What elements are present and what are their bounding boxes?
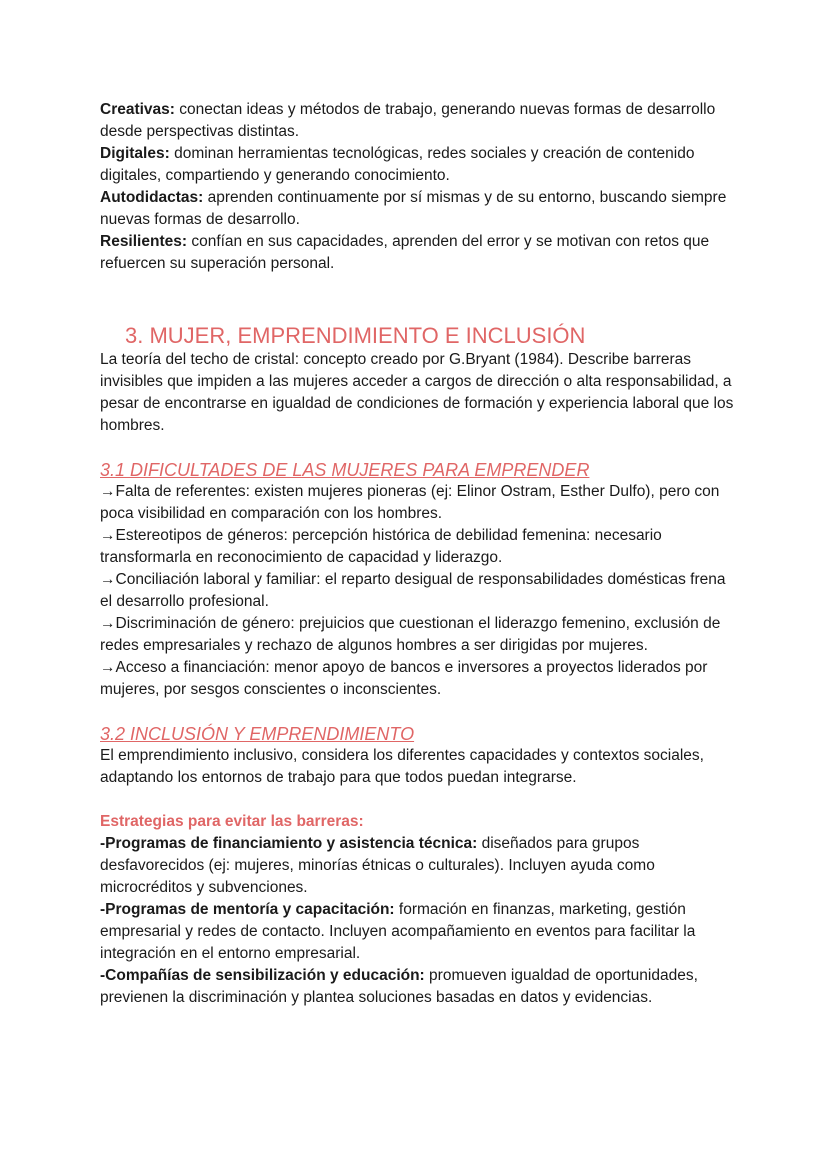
definition: diseñados para grupos desfavorecidos (ej: mujeres, minorías étnicas o culturales). Incluyen ayuda como microcréditos y subvenciones. [100,835,655,896]
definition: promueven igualdad de oportunidades, previenen la discriminación y plantea soluciones basadas en datos y evidencias. [100,967,698,1006]
definition: aprenden continuamente por sí mismas y de su entorno, buscando siempre nuevas formas de desarrollo. [100,189,727,228]
difficulty-item: →Estereotipos de géneros: percepción histórica de debilidad femenina: necesario transformarla en reconocimiento de capacidad y liderazgo. [100,527,662,566]
difficulty-item: →Falta de referentes: existen mujeres pioneras (ej: Elinor Ostram, Esther Dulfo), pero con poca visibilidad en comparación con los hombres. [100,483,720,522]
term: -Programas de financiamiento y asistencia técnica: [100,835,478,852]
definition: confían en sus capacidades, aprenden del error y se motivan con retos que refuercen su superación personal. [100,233,710,272]
term: -Compañías de sensibilización y educación: [100,967,425,984]
strategies-title: Estrategias para evitar las barreras: [100,813,364,830]
strategy-item [100,833,740,899]
definition: conectan ideas y métodos de trabajo, generando nuevas formas de desarrollo desde perspectivas distintas. [100,101,716,140]
definition: formación en finanzas, marketing, gestión empresarial y redes de contacto. Incluyen acompañamiento en eventos para facilitar la integración en el entorno empresarial. [100,901,696,962]
term: Resilientes: [100,233,188,250]
section-3-title: 3. MUJER, EMPRENDIMIENTO E INCLUSIÓN [125,323,586,348]
term: -Programas de mentoría y capacitación: [100,901,395,918]
intro-item-creativas [100,99,740,143]
section-3-2-text: El emprendimiento inclusivo, considera los diferentes capacidades y contextos sociales, adaptando los entornos de trabajo para que todos puedan integrarse. [100,747,704,786]
section-3-intro: La teoría del techo de cristal: concepto creado por G.Bryant (1984). Describe barreras invisibles que impiden a las mujeres acceder a cargos de dirección o alta responsabilidad, a pesar de encontrarse en igualdad de condiciones de formación y experiencia laboral que los hombres. [100,351,734,434]
difficulty-item: →Acceso a financiación: menor apoyo de bancos e inversores a proyectos liderados por mujeres, por sesgos conscientes o inconscientes. [100,659,708,698]
intro-item-digitales [100,143,740,187]
intro-item-autodidactas [100,187,740,231]
term: Creativas: [100,101,175,118]
strategy-item [100,965,740,1009]
section-3-1-title: 3.1 DIFICULTADES DE LAS MUJERES PARA EMPRENDER [100,460,590,480]
definition: dominan herramientas tecnológicas, redes sociales y creación de contenido digitales, compartiendo y generando conocimiento. [100,145,695,184]
strategy-item [100,899,740,965]
difficulty-item: →Discriminación de género: prejuicios que cuestionan el liderazgo femenino, exclusión de redes empresariales y rechazo de algunos hombres a ser dirigidas por mujeres. [100,615,721,654]
section-3-2-title: 3.2 INCLUSIÓN Y EMPRENDIMIENTO [100,724,415,744]
page-content [100,99,740,1009]
spacer [100,275,740,323]
term: Digitales: [100,145,170,162]
intro-item-resilientes [100,231,740,275]
difficulty-item: →Conciliación laboral y familiar: el reparto desigual de responsabilidades domésticas frena el desarrollo profesional. [100,571,726,610]
term: Autodidactas: [100,189,204,206]
